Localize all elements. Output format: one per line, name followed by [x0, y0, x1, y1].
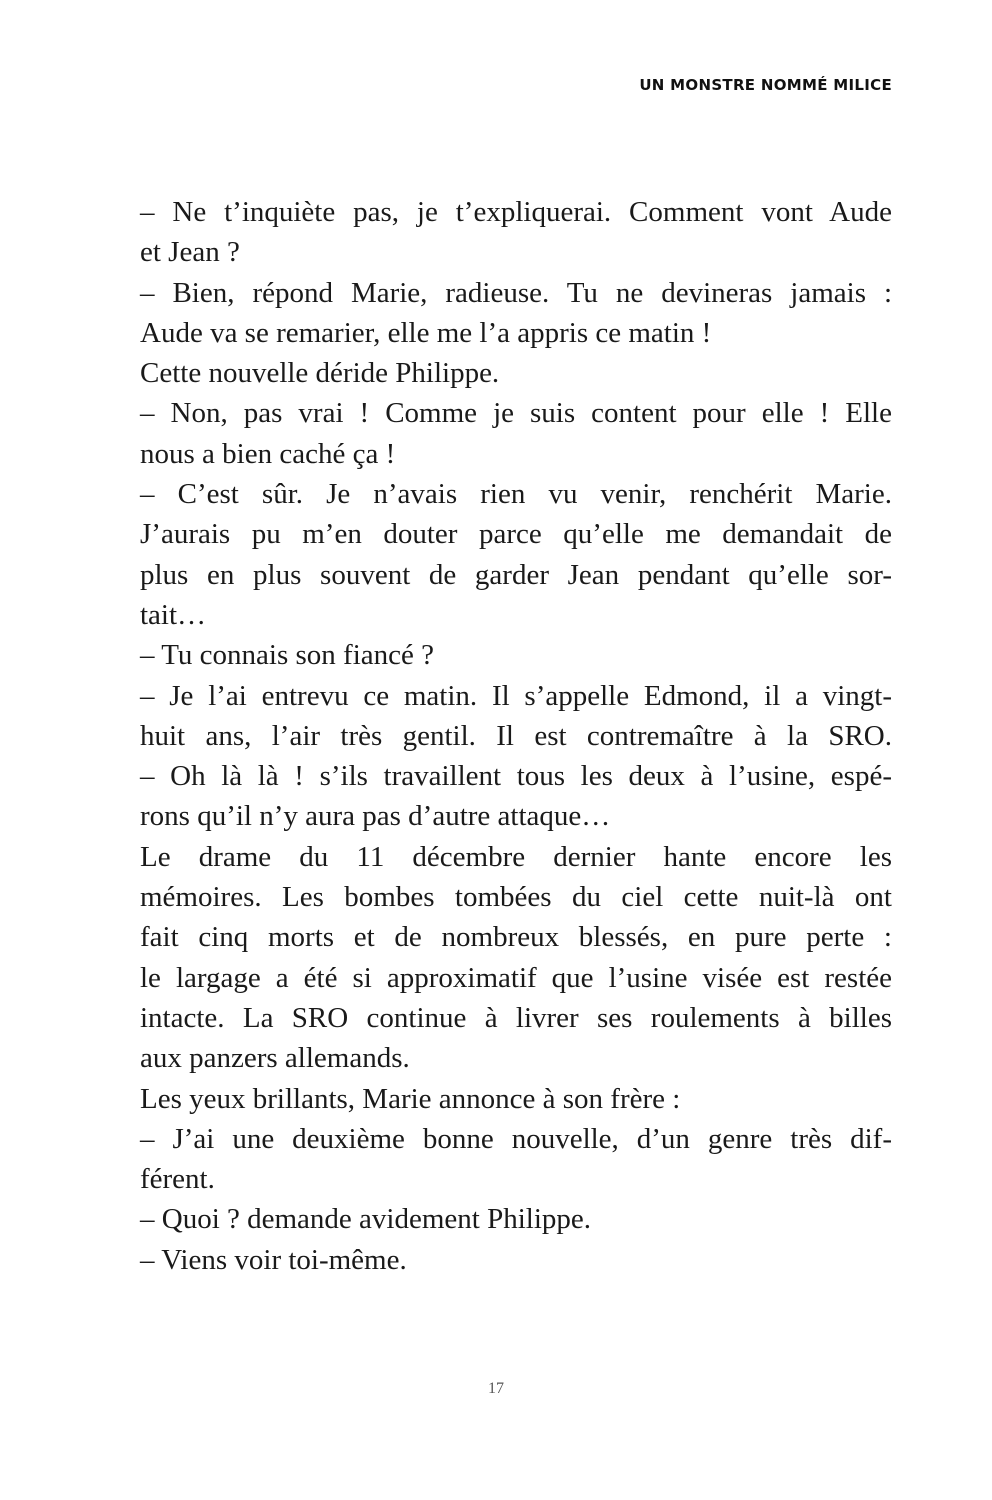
- text-line: mémoires. Les bombes tombées du ciel cette nuit-là ont: [140, 881, 892, 914]
- text-line: huit ans, l’air très gentil. Il est contremaître à la SRO.: [140, 719, 892, 752]
- text-line: – J’ai une deuxième bonne nouvelle, d’un genre très dif-: [140, 1122, 892, 1155]
- text-line: nous a bien caché ça !: [140, 437, 396, 470]
- body-text: [140, 192, 892, 1280]
- text-line: aux panzers allemands.: [140, 1042, 410, 1075]
- text-line: rons qu’il n’y aura pas d’autre attaque…: [140, 800, 611, 833]
- text-line: – Quoi ? demande avidement Philippe.: [140, 1203, 592, 1236]
- page-number: 17: [488, 1380, 504, 1397]
- text-line: et Jean ?: [140, 236, 240, 269]
- text-line: Les yeux brillants, Marie annonce à son frère :: [140, 1082, 681, 1115]
- text-line: le largage a été si approximatif que l’usine visée est restée: [140, 961, 892, 994]
- text-line: – C’est sûr. Je n’avais rien vu venir, renchérit Marie.: [140, 478, 892, 511]
- text-line: Le drame du 11 décembre dernier hante encore les: [140, 840, 892, 873]
- text-line: fait cinq morts et de nombreux blessés, en pure perte :: [140, 921, 892, 954]
- text-line: – Non, pas vrai ! Comme je suis content pour elle ! Elle: [140, 397, 892, 430]
- text-line: plus en plus souvent de garder Jean pendant qu’elle sor-: [140, 558, 892, 591]
- text-line: J’aurais pu m’en douter parce qu’elle me demandait de: [140, 518, 892, 551]
- text-line: – Oh là là ! s’ils travaillent tous les deux à l’usine, espé-: [140, 760, 892, 793]
- text-line: – Je l’ai entrevu ce matin. Il s’appelle Edmond, il a vingt-: [140, 679, 892, 712]
- running-head: UN MONSTRE NOMMÉ MILICE: [639, 76, 892, 94]
- text-line: – Viens voir toi-même.: [140, 1243, 407, 1276]
- text-line: – Bien, répond Marie, radieuse. Tu ne devineras jamais :: [140, 276, 892, 309]
- text-line: intacte. La SRO continue à livrer ses roulements à billes: [140, 1001, 892, 1034]
- text-line: – Ne t’inquiète pas, je t’expliquerai. Comment vont Aude: [140, 196, 892, 228]
- text-line: – Tu connais son fiancé ?: [140, 639, 434, 672]
- text-line: Aude va se remarier, elle me l’a appris ce matin !: [140, 316, 712, 349]
- text-line: férent.: [140, 1163, 215, 1196]
- text-line: tait…: [140, 598, 207, 631]
- text-line: Cette nouvelle déride Philippe.: [140, 357, 500, 390]
